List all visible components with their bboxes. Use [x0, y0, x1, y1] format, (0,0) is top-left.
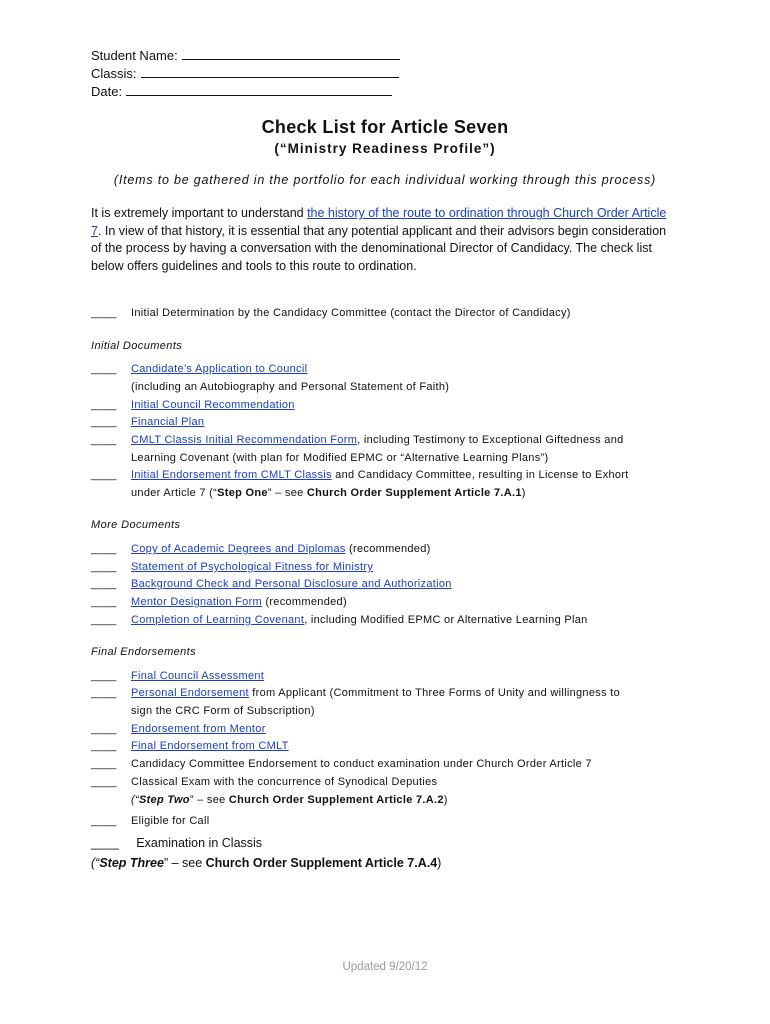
date-label: Date: [91, 84, 123, 99]
check-blank[interactable]: ____ [91, 758, 117, 770]
section-heading-final: Final Endorsements [91, 646, 197, 658]
check-blank[interactable]: ____ [91, 687, 117, 699]
eligible-text: Eligible for Call [131, 815, 210, 827]
page-subtitle: (“Ministry Readiness Profile”) [274, 141, 496, 156]
updated-date: Updated 9/20/12 [342, 961, 428, 973]
paren-open: (“ [131, 793, 139, 806]
final-assessment-link[interactable]: Final Council Assessment [131, 670, 265, 682]
check-blank[interactable]: ____ [91, 399, 117, 411]
check-blank[interactable]: ____ [91, 815, 117, 827]
paren-open: (“ [91, 856, 100, 870]
check-blank[interactable]: ____ [91, 776, 117, 788]
page-title: Check List for Article Seven [261, 117, 509, 137]
classis-line[interactable] [141, 65, 399, 78]
student-name-label: Student Name: [91, 48, 178, 63]
check-blank[interactable]: ____ [91, 416, 117, 428]
examination-text: Examination in Classis [136, 836, 263, 850]
mentor-form-link[interactable]: Mentor Designation Form [131, 596, 263, 608]
mentor-endorsement-link[interactable]: Endorsement from Mentor [131, 723, 266, 735]
candidacy-text: Candidacy Committee Endorsement to conduct examination under Church Order Article 7 [131, 758, 592, 770]
covenant-link[interactable]: Completion of Learning Covenant [131, 614, 305, 626]
step-three-line [91, 856, 441, 870]
application-link[interactable]: Candidate’s Application to Council [131, 363, 308, 375]
cmlt-form-text-2: Learning Covenant (with plan for Modified EPMC or “Alternative Learning Plans”) [131, 451, 549, 464]
check-blank[interactable]: ____ [91, 578, 117, 590]
check-blank[interactable]: ____ [91, 596, 117, 608]
check-blank[interactable]: ____ [91, 363, 117, 375]
intro-text: It is extremely important to understand [91, 206, 308, 220]
check-blank[interactable]: ____ [91, 740, 117, 752]
endorsement-text: and Candidacy Committee, resulting in License to Exhort [331, 469, 629, 481]
personal-text-2: sign the CRC Form of Subscription) [131, 704, 315, 717]
check-blank[interactable]: ____ [91, 670, 117, 682]
date-line[interactable] [126, 83, 392, 96]
classis-field[interactable] [91, 65, 399, 82]
checklist-item-examination [91, 836, 262, 850]
classis-label: Classis: [91, 66, 137, 81]
check-blank[interactable]: ____ [91, 561, 117, 573]
see-text: ” – see [267, 486, 307, 499]
paren-close: ) [437, 856, 442, 870]
covenant-note: , including Modified EPMC or Alternative Learning Plan [304, 614, 588, 626]
intro-text-cont: . In view of that history, it is essential that any potential applicant and their advisors begin consideration of the process by having a conversation with the denominational Director of Candidacy. The check list below offers guidelines and tools to this route to ordination. [91, 223, 667, 273]
check-blank[interactable]: ____ [91, 614, 117, 626]
degrees-link[interactable]: Copy of Academic Degrees and Diplomas [131, 543, 346, 555]
check-blank[interactable]: ____ [91, 469, 117, 481]
student-name-field[interactable] [91, 47, 400, 64]
council-rec-link[interactable]: Initial Council Recommendation [131, 399, 295, 411]
student-name-line[interactable] [182, 47, 400, 60]
step-two-label: Step Two [138, 793, 190, 806]
degrees-note: (recommended) [345, 543, 431, 555]
mentor-note: (recommended) [262, 596, 347, 608]
supplement-ref: Church Order Supplement Article 7.A.2 [228, 793, 444, 806]
application-note: (including an Autobiography and Personal Statement of Faith) [131, 380, 450, 393]
step-text: under Article 7 (“ [131, 486, 218, 499]
paren-close: ) [443, 793, 448, 806]
check-blank[interactable]: ____ [91, 434, 117, 446]
cmlt-endorsement-link[interactable]: Final Endorsement from CMLT [131, 740, 289, 752]
date-field[interactable] [91, 83, 392, 100]
step-one-label: Step One [217, 486, 268, 499]
paren-close: ) [521, 486, 526, 499]
item-label: Initial Determination by the Candidacy Committee (contact the Director of Candidacy) [131, 307, 571, 319]
section-heading-more: More Documents [91, 519, 181, 531]
see-text: ” – see [189, 793, 229, 806]
step-three-label: Step Three [99, 856, 164, 870]
see-text: ” – see [163, 856, 206, 870]
personal-text: from Applicant (Commitment to Three Forms of Unity and willingness to [248, 687, 620, 699]
cmlt-form-text: , including Testimony to Exceptional Giftedness and [357, 434, 624, 446]
personal-endorsement-link[interactable]: Personal Endorsement [131, 687, 249, 699]
section-heading-initial: Initial Documents [91, 340, 183, 352]
cmlt-form-link[interactable]: CMLT Classis Initial Recommendation Form [131, 434, 358, 446]
instructions-note: (Items to be gathered in the portfolio for each individual working through this process) [113, 173, 657, 187]
classical-text: Classical Exam with the concurrence of Synodical Deputies [131, 776, 438, 788]
check-blank[interactable]: ____ [91, 723, 117, 735]
supplement-ref: Church Order Supplement Article 7.A.4 [205, 856, 438, 870]
history-link[interactable]: the history of the route to ordination through Church Order Article 7 [91, 206, 667, 238]
supplement-ref: Church Order Supplement Article 7.A.1 [306, 486, 522, 499]
background-check-link[interactable]: Background Check and Personal Disclosure and Authorization [131, 578, 452, 590]
check-blank[interactable]: ____ [91, 307, 117, 319]
check-blank[interactable]: ____ [91, 543, 117, 555]
initial-endorsement-link[interactable]: Initial Endorsement from CMLT Classis [131, 469, 332, 481]
check-blank[interactable]: ____ [91, 836, 119, 850]
financial-plan-link[interactable]: Financial Plan [131, 416, 205, 428]
psych-fitness-link[interactable]: Statement of Psychological Fitness for Ministry [131, 561, 374, 573]
intro-paragraph [91, 205, 671, 275]
